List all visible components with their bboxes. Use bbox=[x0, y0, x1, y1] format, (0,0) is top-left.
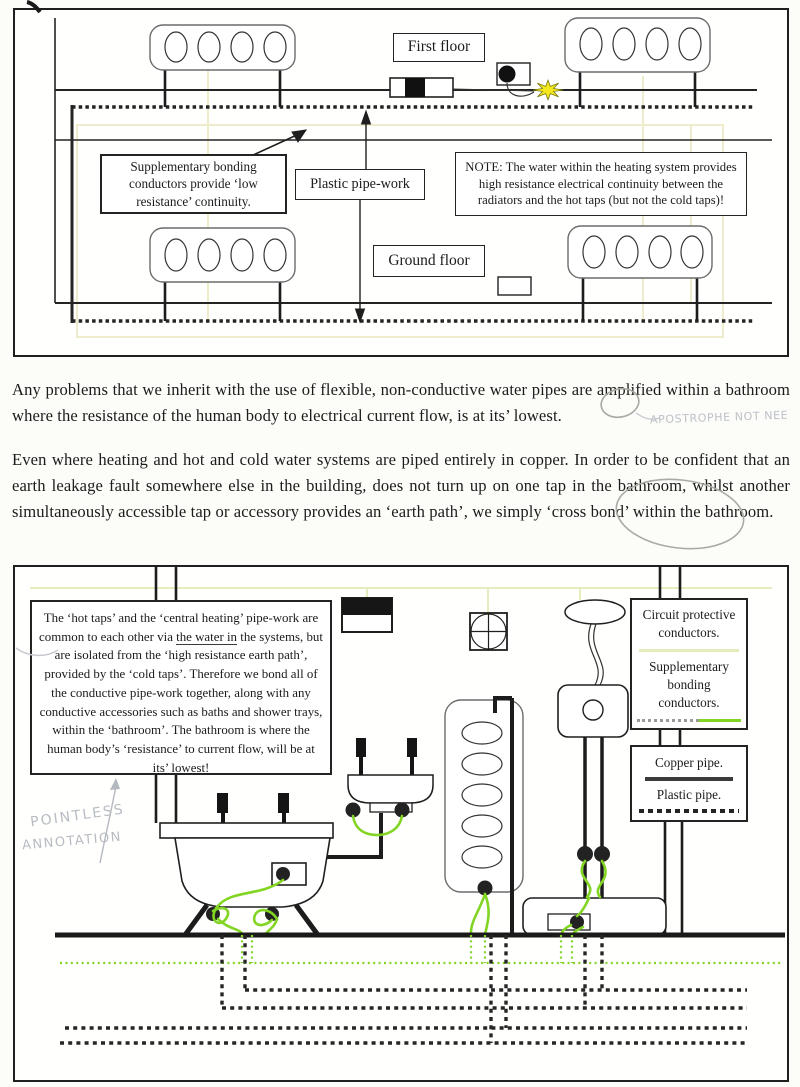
socket-outlet bbox=[497, 63, 530, 85]
plastic-pipework-label: Plastic pipe-work bbox=[295, 169, 425, 200]
copper-key-line bbox=[645, 777, 733, 782]
handwritten-apostrophe-note: APOSTROPHE NOT NEE bbox=[649, 408, 789, 427]
legend-plastic-label: Plastic pipe. bbox=[656, 787, 722, 803]
legend-pipes bbox=[630, 745, 748, 822]
radiator-first-floor-left bbox=[150, 25, 295, 70]
explanation-text: The ‘hot taps’ and the ‘central heating’ pipe-work are common to each other via bbox=[39, 611, 319, 644]
legend-copper-label: Copper pipe. bbox=[654, 754, 724, 770]
spark-icon bbox=[533, 80, 563, 100]
handwritten-pointless-1: POINTLESS bbox=[29, 801, 126, 831]
explanation-text-2: the systems, but are isolated from the ‘high resistance earth path’, provided by the ‘cold taps’. Therefore we bond all of the conductive pipe-work together, along with any conductive accessories such as baths and shower trays, within the ‘bathroom’. The bathroom is where the human body’s ‘resistance’ to current flow, will be at its’ lowest! bbox=[39, 629, 323, 775]
cpc-key-line bbox=[639, 649, 739, 652]
annotation-arrows bbox=[251, 111, 371, 322]
handwritten-pointless-2: ANNOTATION bbox=[21, 829, 123, 854]
radiator-ground-floor-right bbox=[568, 226, 712, 278]
plastic-key-line bbox=[639, 808, 739, 813]
shower bbox=[558, 600, 628, 898]
radiator-first-floor-right bbox=[565, 18, 710, 72]
supplementary-key-line bbox=[637, 719, 741, 722]
supplementary-bonding-note: Supplementary bonding conductors provide ‘low resistance’ continuity. bbox=[100, 154, 287, 214]
paragraph-2: Even where heating and hot and cold water systems are piped entirely in copper. In order to be confident that an earth leakage fault somewhere else in the building, does not turn up on one tap in the bathroom, whilst another simultaneously accessible tap or accessory provides an ‘earth path’, we simply ‘cross bond’ within the bathroom. bbox=[12, 450, 790, 522]
plastic-pipes-below-floor bbox=[60, 935, 747, 1043]
bonding-below-floor bbox=[60, 935, 783, 963]
legend-supplementary-label: Supplementary bonding conductors. bbox=[649, 658, 729, 711]
radiator-ground-floor-left bbox=[150, 228, 295, 282]
bonding-explanation-box bbox=[30, 600, 332, 775]
extractor-fan-icon bbox=[470, 613, 507, 650]
note-box: NOTE: The water within the heating system provides high resistance electrical continuity between the radiators and the hot taps (but not the cold taps)! bbox=[455, 152, 747, 216]
legend-cpc-label: Circuit protective conductors. bbox=[642, 607, 736, 641]
ground-floor-label: Ground floor bbox=[373, 245, 485, 277]
wall-heater bbox=[390, 78, 453, 97]
wash-basin bbox=[346, 738, 434, 818]
legend-conductors bbox=[630, 598, 748, 730]
first-floor-label: First floor bbox=[393, 33, 485, 62]
explanation-underlined: the water in bbox=[176, 629, 238, 644]
bath bbox=[160, 793, 333, 935]
paragraph-1: Any problems that we inherit with the use of flexible, non-conductive water pipes are amplified within a bathroom where the resistance of the human body to electrical current flow, is at its’ lowest. bbox=[12, 380, 790, 426]
ground-floor-box bbox=[498, 277, 531, 295]
ceiling-heater bbox=[342, 598, 392, 632]
shower-tray bbox=[523, 898, 666, 935]
